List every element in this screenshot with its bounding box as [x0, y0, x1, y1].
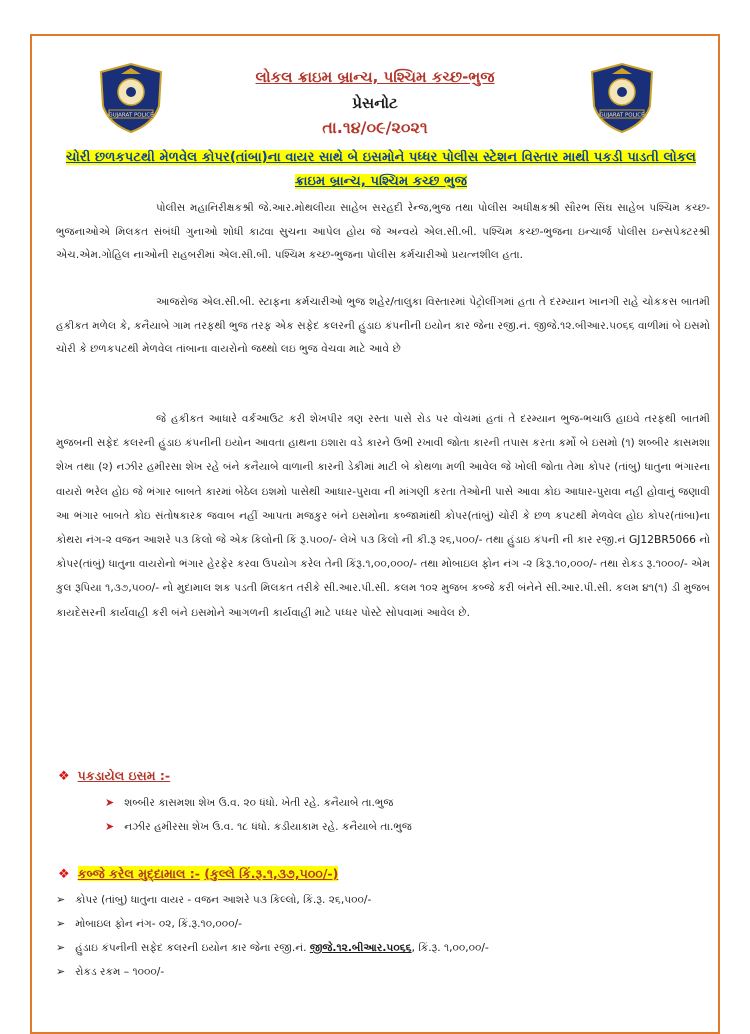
list-item — [56, 912, 489, 936]
seized-item-3: હુંડાઇ કંપનીની સફેદ કલરની ઇયોન કાર જેના રજી.નં. — [75, 942, 307, 954]
seized-section-title — [58, 866, 338, 882]
subject-heading — [58, 146, 704, 194]
arrested-person-1: શબ્બીર કાસમશા શેખ ઉ.વ. ૨૦ ધંધો. ખેતી રહે. કનૈયાબે તા.ભુજ — [124, 797, 394, 809]
logo-text-right: GUJARAT POLICE — [599, 112, 645, 119]
paragraph-1 — [56, 196, 710, 267]
logo-text-left: GUJARAT POLICE — [108, 112, 154, 119]
seized-item-2: મોબાઇલ ફોન નંગ- ૦૨, કિં.રૂ.૧૦,૦૦૦/- — [75, 918, 242, 930]
seized-list — [56, 888, 489, 984]
arrow-bullet-icon: ➢ — [56, 893, 66, 906]
paragraph-3 — [56, 407, 710, 625]
press-note-heading: પ્રેસનોટ — [352, 94, 398, 112]
list-item — [56, 888, 489, 912]
seized-item-3-price: , કિં.રૂ. ૧,૦૦,૦૦/- — [411, 942, 489, 954]
paragraph-3-text: જે હકીકત આધારે વર્કઆઉટ કરી શેખપીર ત્રણ રસ્તા પાસે રોડ પર વોચમાં હતાં તે દરમ્યાન ભુજ-ભચાઉ હાઇવે તરફથી બાતમી મુજબની સફેદ કલરની હુંડાઇ કંપનીની ઇયોન આવતા હાથના ઇશારા વડે કારને ઉભી રખાવી જોતા કારની તપાસ કરતા કર્મો બે ઇસમો (૧) શબ્બીર કાસમશા શેખ તથા (૨) નઝીર હમીરસા શેખ રહે બંને કનૈયાબે વાળાની કારની ડેકીમાં માટી બે કોથળા મળી આવેલ જે ખોલી જોતા તેમા કોપર (તાંબુ) ધાતુના ભંગારના વાયરો ભરેલ હોઇ જે ભંગાર બાબતે કારમાં બેઠેલ ઇશમો પાસેથી આધાર-પુરાવા ની માંગણી કરતા તેઓની પાસે આવા કોઇ આધાર-પુરાવા નહી હોવાનું જણાવી આ ભંગાર બાબતે કોઇ સંતોષકારક જવાબ નહીં આપતા મજકુર બંને ઇસમોના કબ્જામાંથી કોપર(તાંબું) ચોરી કે છળ કપટથી મેળવેલ હોઇ કોપર(તાંબા)ના કોથરા નંગ-૨ વજન આશરે ૫૩ કિલો જે એક કિલોની કિં રૂ.૫૦૦/- લેખે ૫૩ કિલો ની કી.રૂ ૨૬,૫૦૦/- તથા હુંડાઇ કંપની ની કાર રજી.નં GJ12BR5066 નો કોપર(તાંબું) ધાતુના વાયરોનો ભંગાર હેરફેર કરવા ઉપયોગ કરેલ તેની કિંરૂ.૧,૦૦,૦૦૦/- તથા મોબાઇલ ફોન નંગ -૨ કિરૂ.૧૦,૦૦૦/- તથા રોકડ રૂ.૧૦૦૦/- એમ કુલ રૂપિયા ૧,૩૭,૫૦૦/- નો મુદામાલ શક પડતી મિલકત તરીકે સી.આર.પી.સી. કલમ ૧૦૨ મુજબ કબ્જે કરી બંનેને સી.આર.પી.સી. કલમ ૪૧(૧) ડી મુજબ કાયદેસરની કાર્યવાહી કરી બંને ઇસમોને આગળની કાર્યવાહી માટે પધ્ધર પોસ્ટે સોપવામાં આવેલ છે. — [56, 412, 710, 619]
arrested-list — [105, 791, 412, 839]
arrow-bullet-icon: ➢ — [56, 917, 66, 930]
diamond-bullet-icon: ❖ — [58, 867, 70, 882]
arrested-person-2: નઝીર હમીરસા શેખ ઉ.વ. ૧૮ ધંધો. કડીયાકામ રહે. કનૈયાબે તા.ભુજ — [124, 821, 412, 833]
diamond-bullet-icon: ❖ — [58, 769, 70, 784]
arrow-bullet-icon: ➢ — [56, 965, 66, 978]
arrow-bullet-icon: ➢ — [56, 941, 66, 954]
arrested-title-text: પકડાયેલ ઇસમ :- — [77, 768, 171, 783]
list-item — [56, 960, 489, 984]
list-item — [105, 815, 412, 839]
paragraph-2-text: આજરોજ એલ.સી.બી. સ્ટાફના કર્મચારીઓ ભુજ શહેર/તાલુકા વિસ્તારમાં પેટ્રોલીંગમાં હતા તે દરમ્યાન ખાનગી રાહે ચોકકસ બાતમી હકીકત મળેલ કે, કનૈયાબે ગામ તરફથી ભુજ તરફ એક સફેદ કલરની હુંડાઇ કંપનીની ઇયોન કાર જેના રજી.નં. જીજે.૧૨.બીઆર.૫૦૬૬ વાળીમાં બે ઇસમો ચોરી કે છળકપટથી મેળવેલ તાંબાના વાયરોનો જથ્થો લઇ ભુજ વેચવા માટે આવે છે — [56, 295, 710, 355]
list-item — [105, 791, 412, 815]
branch-heading-text: લોકલ ક્રાઇમ બ્રાન્ચ, પશ્ચિમ કચ્છ-ભુજ — [255, 68, 495, 86]
press-date: તા.૧૪/૦૯/૨૦૨૧ — [322, 118, 428, 137]
seized-item-4: રોકડ રકમ – ૧૦૦૦/- — [75, 966, 165, 978]
paragraph-1-text: પોલીસ મહાનિરીક્ષકશ્રી જે.આર.મોથલીયા સાહેબ સરહદી રેન્જ,ભુજ તથા પોલીસ અધીક્ષકશ્રી સૌરભ સિંઘ સાહેબ પશ્ચિમ કચ્છ-ભુજનાઓએ મિલકત સંબંધી ગુનાઓ શોધી કાઢવા સુચના આપેલ હોય જે અન્વયે એલ.સી.બી. પશ્ચિમ કચ્છ-ભુજના ઇન્ચાર્જ પોલીસ ઇન્સપેક્ટરશ્રી એચ.એમ.ગોહિલ નાઓની રાહબરીમાં એલ.સી.બી. પશ્ચિમ કચ્છ-ભુજના પોલીસ કર્મચારીઓ પ્રયત્નશીલ હતા. — [56, 201, 710, 261]
subject-text: ચોરી છળકપટથી મેળવેલ કોપર(તાંબા)ના વાયર સાથે બે ઇસમોને પધ્ધર પોલીસ સ્ટેશન વિસ્તાર માથી પકડી પાડતી લોકલ ક્રાઇમ બ્રાન્ચ, પશ્ચિમ કચ્છ ભુજ — [65, 150, 697, 189]
branch-heading — [0, 68, 750, 86]
seized-item-1: કોપર (તાંબુ) ધાતુના વાયર - વજન આશરે ૫૩ કિલ્લો, કિં.રૂ. ૨૬,૫૦૦/- — [75, 894, 372, 906]
paragraph-2 — [56, 290, 710, 361]
arrested-section-title — [58, 768, 170, 784]
arrow-bullet-icon: ➤ — [105, 796, 115, 809]
seized-total: (કુલ્લે કિં.રૂ.૧,૩૭,૫૦૦/-) — [204, 866, 339, 881]
arrow-bullet-icon: ➤ — [105, 820, 115, 833]
list-item — [56, 936, 489, 960]
seized-car-reg: જીજે.૧૨.બીઆર.૫૦૬૬ — [309, 942, 412, 954]
seized-title-text: કબ્જે કરેલ મુદ્દામાલ :- — [77, 866, 200, 881]
